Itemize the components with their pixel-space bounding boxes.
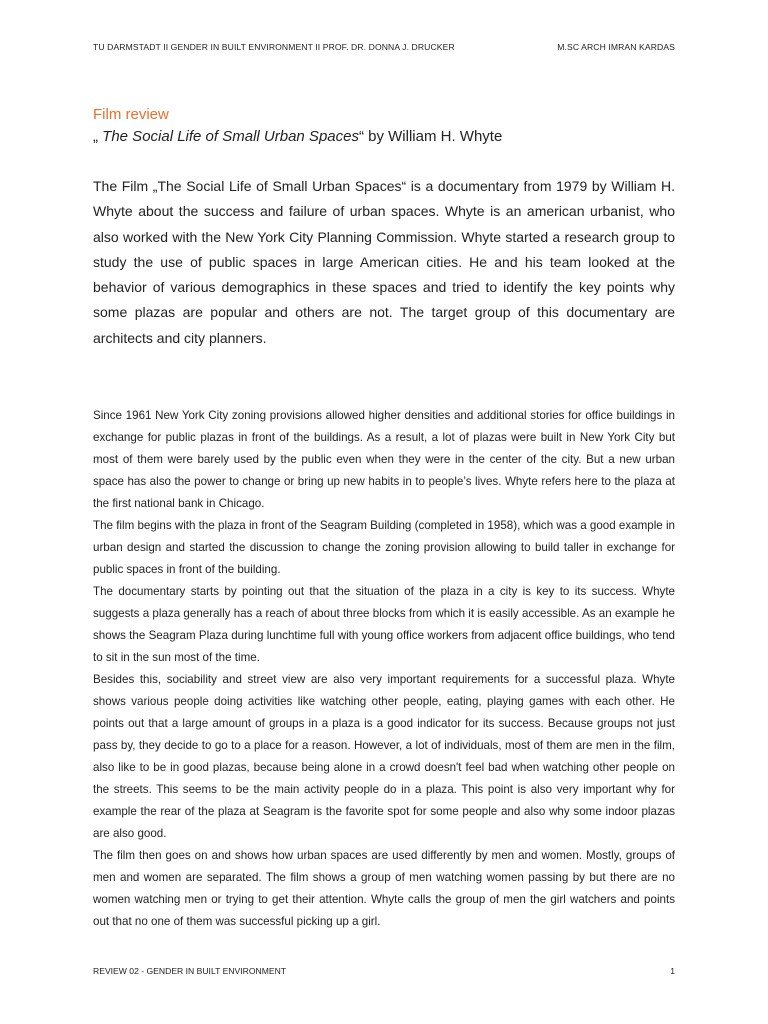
opening-quote: „ — [93, 128, 103, 145]
film-title — [93, 126, 683, 148]
film-name: The Social Life of Small Urban Spaces — [102, 128, 359, 145]
footer-title: REVIEW 02 - GENDER IN BUILT ENVIRONMENT — [93, 966, 287, 976]
page-header — [93, 42, 675, 56]
title-block — [93, 105, 683, 148]
header-author: M.SC ARCH IMRAN KARDAS — [557, 42, 675, 52]
body-paragraph: The film then goes on and shows how urban spaces are used differently by men and women. Mostly, groups of men and women are separated. The film shows a group of men watching women passing by but there are no women watching men or trying to get their attention. Whyte calls the group of men the girl watchers and points out that no one of them was successful picking up a girl. — [93, 849, 675, 928]
film-author: by William H. Whyte — [363, 128, 503, 145]
body-paragraph: The film begins with the plaza in front of the Seagram Building (completed in 1958), which was a good example in urban design and started the discussion to change the zoning provision allowing to build taller in exchange for public spaces in front of the building. — [93, 519, 675, 576]
body-text — [93, 405, 675, 933]
body-paragraph: Besides this, sociability and street view are also very important requirements for a successful plaza. Whyte shows various people doing activities like watching other people, eating, playing games with each other. He points out that a large amount of groups in a plaza is a good indicator for its success. Because groups not just pass by, they decide to go to a place for a reason. However, a lot of individuals, most of them are men in the film, also like to be in good plazas, because being alone in a crowd doesn't feel bad when watching other people on the streets. This seems to be the main activity people do in a plaza. This point is also very important why for example the rear of the plaza at Seagram is the favorite spot for some people and also why some indoor plazas are also good. — [93, 673, 675, 840]
body-paragraph: The documentary starts by pointing out that the situation of the plaza in a city is key to its success. Whyte suggests a plaza generally has a reach of about three blocks from which it is easily accessible. As an example he shows the Seagram Plaza during lunchtime full with young office workers from adjacent office buildings, who tend to sit in the sun most of the time. — [93, 585, 675, 664]
closing-quote: “ — [358, 128, 364, 145]
section-label: Film review — [93, 106, 169, 123]
header-course-info: TU DARMSTADT II GENDER IN BUILT ENVIRONMENT II PROF. DR. DONNA J. DRUCKER — [93, 42, 455, 52]
page-footer — [93, 966, 675, 980]
page-number: 1 — [670, 966, 675, 976]
body-paragraph: Since 1961 New York City zoning provisions allowed higher densities and additional stories for office buildings in exchange for public plazas in front of the buildings. As a result, a lot of plazas were built in New York City but most of them were barely used by the public even when they were in the center of the city. But a new urban space has also the power to change or bring up new habits in to people’s lives. Whyte refers here to the plaza at the first national bank in Chicago. — [93, 409, 675, 510]
intro-paragraph: The Film „The Social Life of Small Urban Spaces“ is a documentary from 1979 by William H. Whyte about the success and failure of urban spaces. Whyte is an american urbanist, who also worked with the New York City Planning Commission. Whyte started a research group to study the use of public spaces in large American cities. He and his team looked at the behavior of various demographics in these spaces and tried to identify the key points why some plazas are popular and others are not. The target group of this documentary are architects and city planners. — [93, 178, 675, 346]
